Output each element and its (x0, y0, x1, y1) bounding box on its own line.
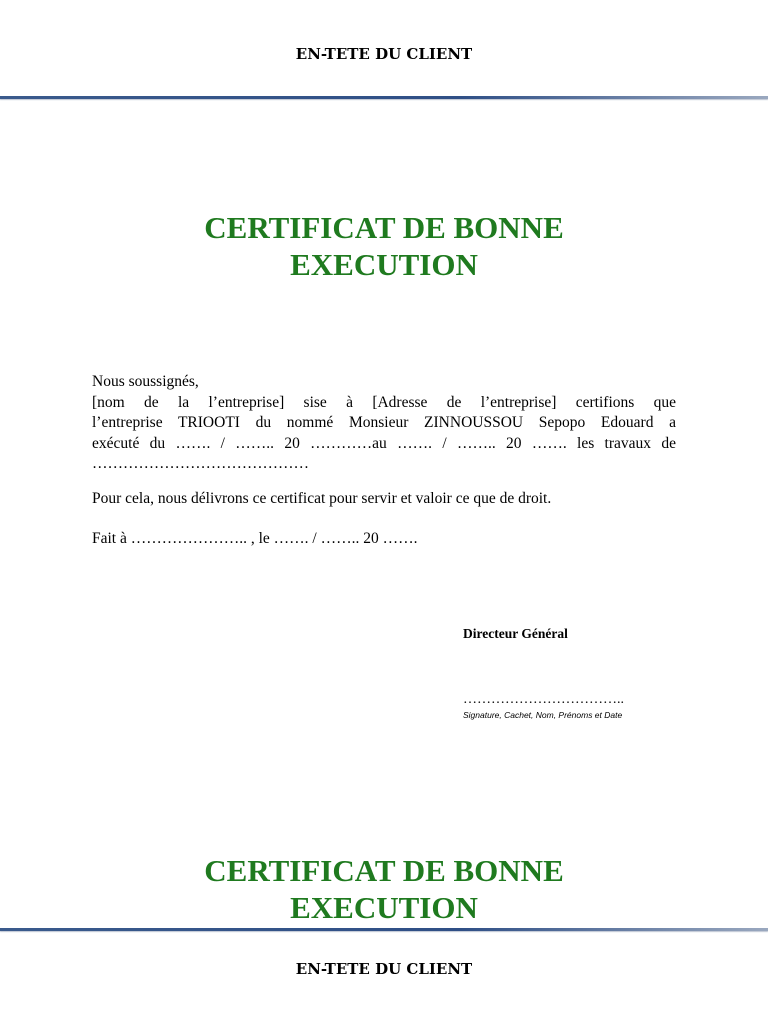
signature-caption: Signature, Cachet, Nom, Prénoms et Date (463, 710, 623, 720)
signatory-title: Directeur Général (463, 626, 568, 641)
footer-title-line-2: EXECUTION (290, 890, 478, 925)
footer-certificate-title (0, 852, 768, 926)
body-line-3: exécuté du ……. / …….. 20 …………au ……. / …….. 20 ……. les travaux de (92, 434, 676, 452)
place-date-line: Fait à ………………….. , le ……. / …….. 20 ……. (92, 530, 418, 547)
body-line-4: …………………………………… (92, 455, 309, 472)
footer-title-line-1: CERTIFICAT DE BONNE (204, 853, 564, 888)
client-header-text: EN-TETE DU CLIENT (295, 45, 473, 63)
footer-client-header-text: EN-TETE DU CLIENT (295, 960, 473, 978)
footer-rule (0, 928, 768, 931)
title-line-1: CERTIFICAT DE BONNE (204, 210, 564, 245)
body-line-2: l’entreprise TRIOOTI du nommé Monsieur ZINNOUSSOU Sepopo Edouard a (92, 414, 676, 431)
certificate-body (92, 372, 676, 475)
body-line-1: [nom de la l’entreprise] sise à [Adresse de l’entreprise] certifions que (92, 393, 676, 411)
header-rule (0, 96, 768, 99)
signature-line: …………………………….. (463, 692, 624, 707)
title-line-2: EXECUTION (290, 247, 478, 282)
greeting: Nous soussignés, (92, 373, 199, 390)
certificate-title (0, 209, 768, 283)
purpose-paragraph: Pour cela, nous délivrons ce certificat pour servir et valoir ce que de droit. (92, 490, 552, 507)
